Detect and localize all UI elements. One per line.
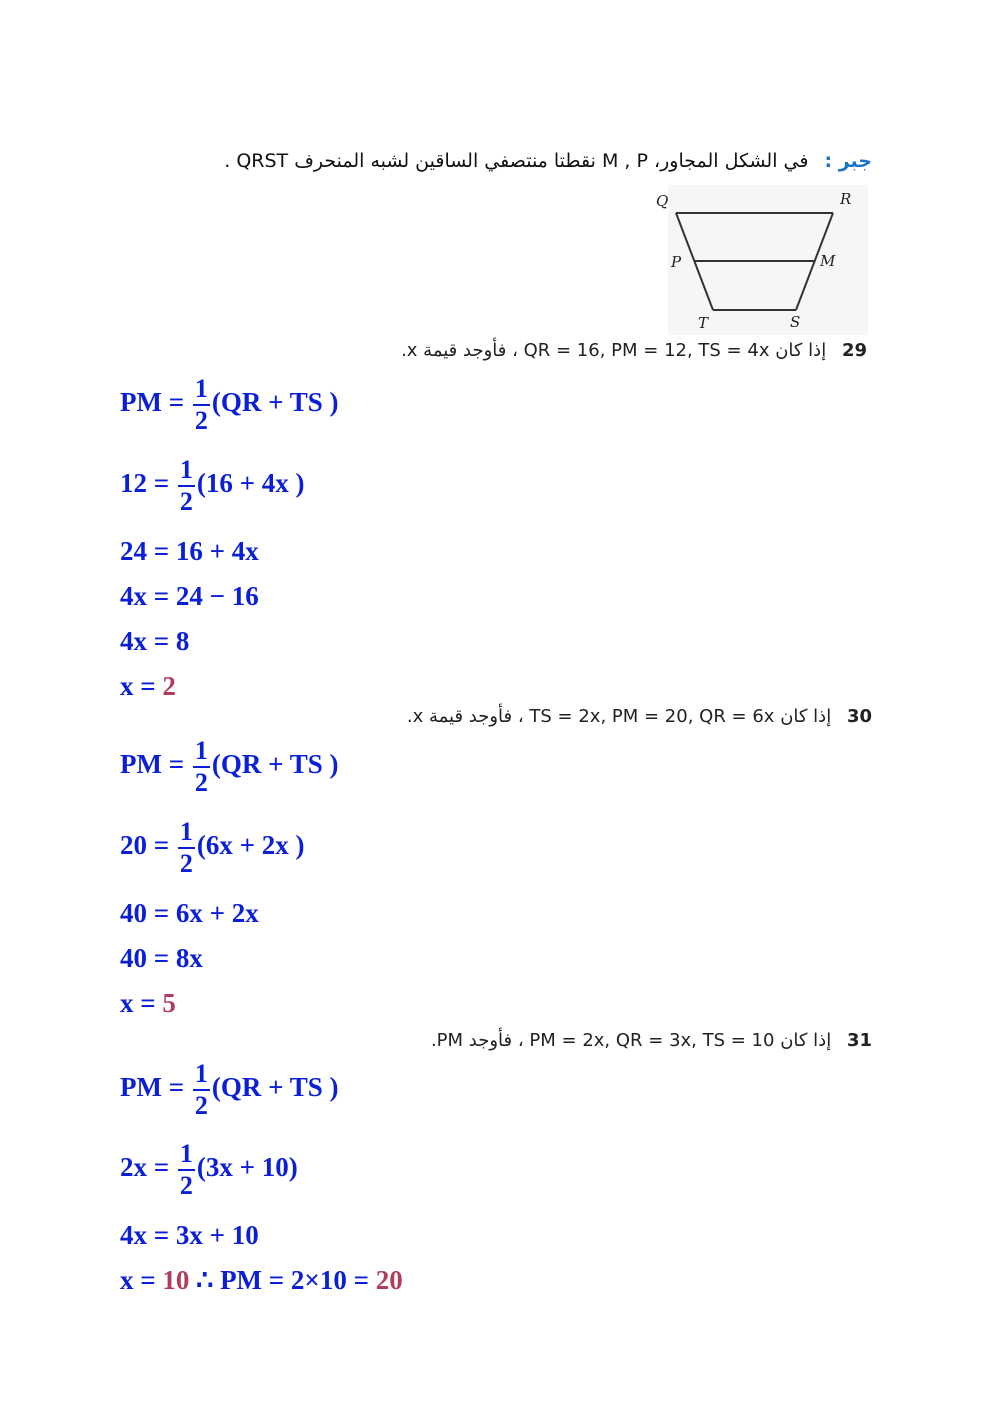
problem-text: إذا كان QR = 16, PM = 12, TS = 4x ، فأوجد قيمة x.	[401, 340, 827, 361]
fraction: $\frac{1}{2}$	[179, 1139, 193, 1200]
solution-line: 2x = $\frac{1}{2}$ (3x + 10)	[120, 1139, 298, 1200]
problem-text: إذا كان PM = 2x, QR = 3x, TS = 10 ، فأوجد PM.	[430, 1030, 832, 1051]
trapezoid-svg	[656, 185, 868, 335]
problem-29	[401, 340, 867, 361]
fraction: $\frac{1}{2}$	[194, 1059, 208, 1120]
solution-line: 4x = 24 − 16	[120, 581, 259, 611]
label-p: P	[671, 253, 682, 271]
label-t: T	[698, 314, 709, 332]
problem-30	[407, 706, 872, 727]
intro-text: في الشكل المجاور، M , P نقطتا منتصفي الساقين لشبه المنحرف QRST .	[224, 150, 809, 172]
solution-line: 20 = $\frac{1}{2}$ (6x + 2x )	[120, 817, 305, 878]
fraction: $\frac{1}{2}$	[194, 736, 208, 797]
label-q: Q	[656, 192, 669, 210]
problem-number: 30	[846, 706, 872, 727]
solution-line: 4x = 3x + 10	[120, 1220, 259, 1250]
problem-text: إذا كان TS = 2x, PM = 20, QR = 6x ، فأوجد قيمة x.	[406, 706, 832, 727]
problem-number: 31	[846, 1030, 872, 1051]
solution-line: 4x = 8	[120, 626, 190, 656]
answer: 10	[162, 1265, 190, 1295]
fraction: $\frac{1}{2}$	[179, 455, 193, 516]
label-r: R	[840, 190, 852, 208]
solution-line: 40 = 6x + 2x	[120, 898, 259, 928]
solution-line: x = 10 ∴ PM = 2×10 = 20	[120, 1265, 403, 1295]
fraction: $\frac{1}{2}$	[194, 374, 208, 435]
answer: 2	[162, 671, 176, 701]
problem-31	[431, 1030, 872, 1051]
section-tag: جبر :	[824, 150, 872, 172]
trapezoid-figure	[656, 185, 868, 335]
label-m: M	[820, 252, 836, 270]
answer: 20	[375, 1265, 403, 1295]
solution-line: 24 = 16 + 4x	[120, 536, 259, 566]
fraction: $\frac{1}{2}$	[179, 817, 193, 878]
solution-line: 40 = 8x	[120, 943, 203, 973]
problem-number: 29	[841, 340, 867, 361]
solution-line: x = 5	[120, 988, 176, 1018]
solution-line: x = 2	[120, 671, 176, 701]
solution-line: PM = $\frac{1}{2}$ (QR + TS )	[120, 736, 339, 797]
intro-line	[224, 150, 872, 172]
solution-line: PM = $\frac{1}{2}$ (QR + TS )	[120, 1059, 339, 1120]
solution-line: 12 = $\frac{1}{2}$ (16 + 4x )	[120, 455, 305, 516]
solution-line: PM = $\frac{1}{2}$ (QR + TS )	[120, 374, 339, 435]
answer: 5	[162, 988, 176, 1018]
label-s: S	[790, 313, 801, 331]
